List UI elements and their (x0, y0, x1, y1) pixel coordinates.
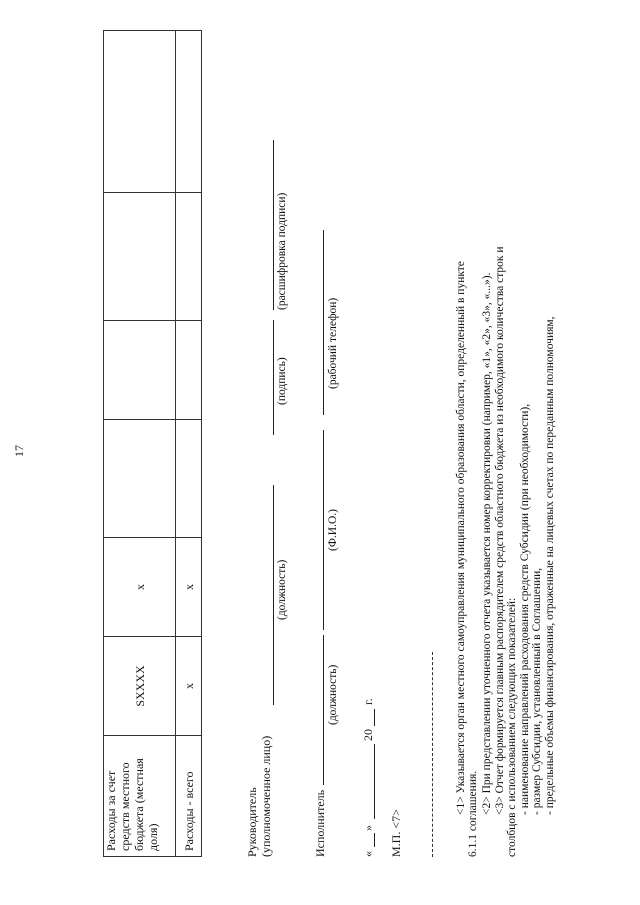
table-cell (104, 193, 176, 321)
page-number: 17 (12, 445, 26, 457)
table-cell (176, 193, 202, 321)
date-century: 20 (361, 729, 375, 741)
exec-phone-line (323, 230, 324, 415)
exec-name-line (323, 430, 324, 630)
table-cell: x (176, 538, 202, 637)
exec-position-line (323, 635, 324, 785)
head-signature-line (273, 320, 274, 435)
table-row (104, 31, 176, 857)
list-item: - предельные объемы финансирования, отраженные на лицевых счетах по переданным полномочиям, (544, 316, 556, 815)
list-item: - наименование направлений расходования средств Субсидии (при необходимости), (519, 403, 531, 815)
date-month-line (374, 744, 375, 819)
table-cell: SXXXX (104, 637, 176, 736)
table-cell (176, 31, 202, 193)
footnote-separator (432, 652, 433, 857)
head-position-line (273, 485, 274, 705)
exec-caption-name: (Ф.И.О.) (327, 509, 339, 551)
table-cell (104, 31, 176, 193)
table-cell: x (104, 538, 176, 637)
row-label: Расходы - всего (176, 736, 202, 857)
footnote-1: <1> Указывается орган местного самоуправления муниципального образования области, определенный в пункте (455, 261, 467, 815)
head-label: Руководитель (245, 787, 259, 857)
table-cell (176, 420, 202, 538)
table-row (176, 31, 202, 857)
list-item: - размер Субсидии, установленный в Соглашении, (531, 567, 543, 815)
date-day-line (374, 833, 375, 847)
table-cell (176, 321, 202, 420)
footnote-3-cont: столбцов с использованием следующих показателей: (506, 597, 518, 857)
date-suffix: г. (361, 698, 375, 705)
table-cell (104, 321, 176, 420)
footnote-3: <3> Отчет формируется главным распорядителем средств областного бюджета из необходимого количества строк и (494, 246, 506, 815)
date-year-line (374, 709, 375, 726)
stamp-label: М.П. <7> (389, 809, 403, 857)
table-cell (104, 420, 176, 538)
row-label: Расходы за счет средств местного бюджета (местная доля) (104, 736, 176, 857)
footnote-2: <2> При представлении уточненного отчета указывается номер корректировки (например, «1», «2», «3», «...»). (481, 272, 493, 815)
head-sublabel: (уполномоченное лицо) (259, 735, 273, 857)
date-open-quote: « (361, 851, 375, 857)
head-caption-signature: (подпись) (276, 357, 288, 405)
head-decoding-line (273, 140, 274, 310)
exec-caption-position: (должность) (327, 664, 339, 725)
head-caption-position: (должность) (276, 559, 288, 620)
date-close-quote: » (361, 825, 375, 831)
report-table (103, 30, 202, 857)
exec-caption-phone: (рабочий телефон) (327, 297, 339, 389)
footnote-1-cont: 6.1.1 соглашения. (467, 770, 479, 857)
table-cell: x (176, 637, 202, 736)
executor-label: Исполнитель (313, 789, 327, 857)
head-caption-decoding: (расшифровка подписи) (276, 192, 288, 310)
